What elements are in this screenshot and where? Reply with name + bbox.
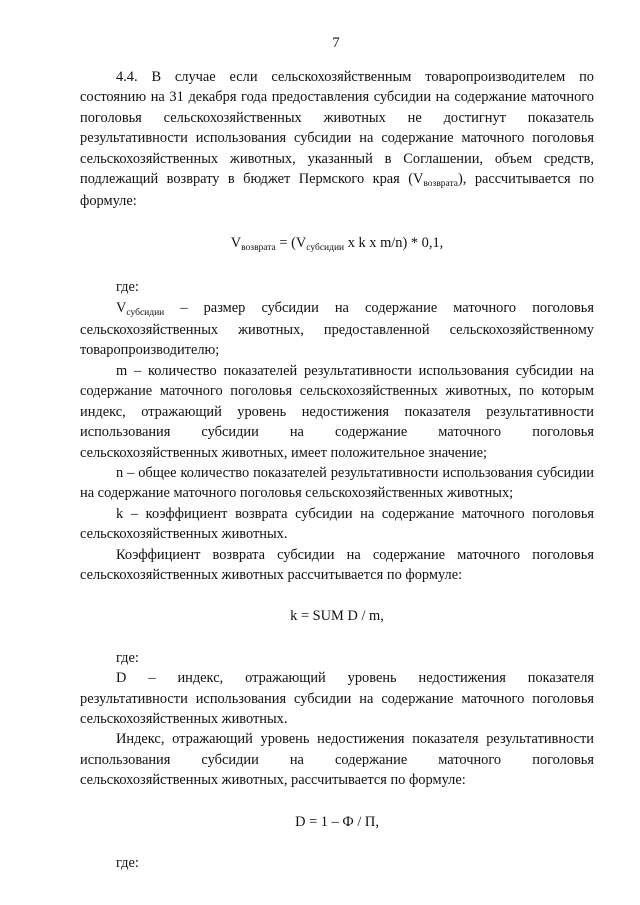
where-label-2: где: bbox=[116, 649, 139, 666]
v-subsidy-definition bbox=[80, 298, 594, 361]
paragraph-4-4-text: 4.4. В случае если сельскохозяйственным товаропроизводителем по состоянию на 31 декабря года предоставления субсидии на содержание маточного поголовья сельскохозяйственных животных не достигнут показатель результативности использования субсидии на содержание маточного поголовья сельскохозяйственных животных, указанный в Соглашении, объем средств, подлежащий возврату в бюджет Пермского края (V bbox=[80, 69, 594, 188]
v-subsidy-definition-text: – размер субсидии на содержание маточного поголовья сельскохозяйственных животных, предоставленной сельскохозяйственному товаропроизводителю; bbox=[80, 299, 594, 359]
formula-k: k = SUM D / m, bbox=[290, 608, 384, 625]
where-label-3: где: bbox=[116, 855, 139, 871]
formula-v-symbol: V bbox=[230, 234, 242, 251]
d-formula-intro: Индекс, отражающий уровень недостижения показателя результативности использования субсидии на содержание маточного поголовья сельскохозяйственных животных, рассчитывается по формуле: bbox=[80, 731, 594, 789]
formula-v-return bbox=[80, 233, 594, 255]
where-label-1: где: bbox=[116, 279, 139, 296]
m-definition: m – количество показателей результативности использования субсидии на содержание маточного поголовья сельскохозяйственных животных, по которым индекс, отражающий уровень недостижения показателя результативности использования субсидии на содержание маточного поголовья сельскохозяйственных животных, имеет положительное значение; bbox=[80, 362, 594, 461]
page-number: 7 bbox=[332, 35, 340, 51]
document-body bbox=[80, 67, 594, 873]
k-formula-intro: Коэффициент возврата субсидии на содержание маточного поголовья сельскохозяйственных животных рассчитывается по формуле: bbox=[80, 546, 594, 583]
n-definition: n – общее количество показателей результативности использования субсидии на содержание маточного поголовья сельскохозяйственных животных; bbox=[80, 464, 594, 502]
v-symbol: V bbox=[116, 299, 127, 316]
paragraph-4-4 bbox=[80, 67, 594, 212]
d-definition: D – индекс, отражающий уровень недостижения показателя результативности использования субсидии на содержание маточного поголовья сельскохозяйственных животных. bbox=[80, 670, 594, 727]
k-definition: k – коэффициент возврата субсидии на содержание маточного поголовья сельскохозяйственных животных. bbox=[80, 505, 594, 543]
formula-v-subsidy-symbol: = (V bbox=[275, 234, 307, 251]
formula-v-return-subscript: возврата bbox=[241, 242, 276, 253]
v-subsidy-subscript: субсидии bbox=[126, 307, 165, 318]
formula-v-return-rest: x k x m/n) * 0,1, bbox=[344, 234, 444, 251]
formula-v-subsidy-subscript: субсидии bbox=[306, 242, 345, 253]
v-return-subscript: возврата bbox=[423, 179, 459, 190]
paragraph-4-4-end: ), рассчитывается по формуле: bbox=[80, 171, 594, 210]
formula-d: D = 1 – Ф / П, bbox=[295, 813, 379, 830]
